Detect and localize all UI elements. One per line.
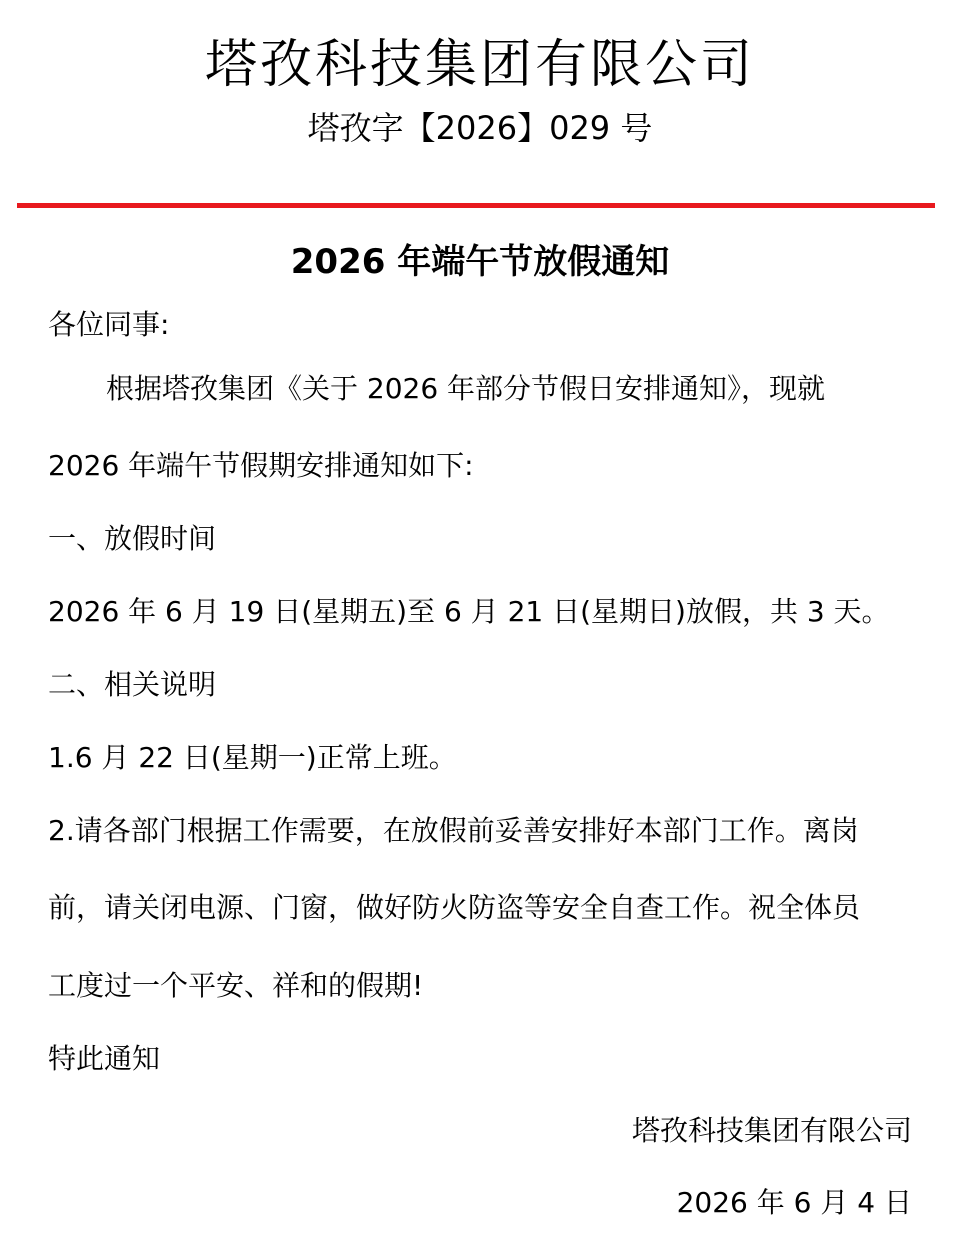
section-1-text: 2026 年 6 月 19 日(星期五)至 6 月 21 日(星期日)放假，共 3 天。 (48, 595, 890, 628)
item-2-line-2: 前，请关闭电源、门窗，做好防火防盗等安全自查工作。祝全体员 (48, 891, 861, 924)
signature-date: 2026 年 6 月 4 日 (676, 1186, 912, 1219)
red-header-rule (17, 203, 935, 208)
item-2-line-3: 工度过一个平安、祥和的假期! (48, 969, 424, 1002)
organization-title: 塔孜科技集团有限公司 (204, 35, 755, 95)
section-2-heading: 二、相关说明 (48, 668, 217, 701)
section-1-heading: 一、放假时间 (48, 522, 217, 555)
intro-paragraph-line-2: 2026 年端午节假期安排通知如下: (48, 449, 474, 482)
salutation: 各位同事: (48, 308, 170, 341)
notice-title: 2026 年端午节放假通知 (290, 242, 670, 282)
signature-organization: 塔孜科技集团有限公司 (631, 1114, 912, 1147)
intro-paragraph-line-1: 根据塔孜集团《关于 2026 年部分节假日安排通知》，现就 (106, 372, 826, 405)
closing-remark: 特此通知 (48, 1042, 161, 1075)
document-number: 塔孜字【2026】029 号 (307, 109, 653, 147)
item-2-line-1: 2.请各部门根据工作需要，在放假前妥善安排好本部门工作。离岗 (48, 814, 859, 847)
item-1: 1.6 月 22 日(星期一)正常上班。 (48, 741, 457, 774)
